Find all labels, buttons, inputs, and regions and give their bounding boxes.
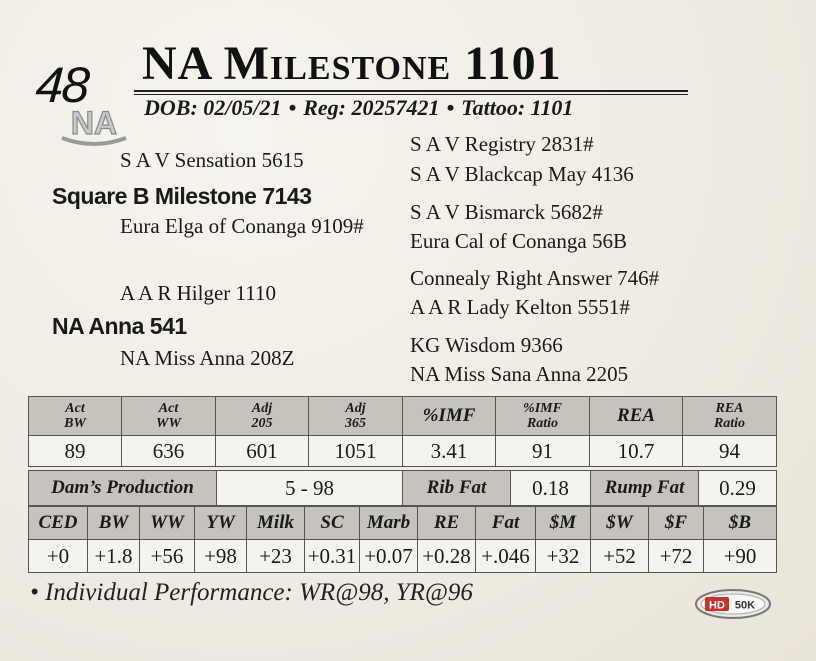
header-imf: %IMF — [403, 397, 496, 436]
pedigree-sire-sire-sire: S A V Registry 2831# — [410, 132, 594, 156]
lot-number: 48 — [34, 57, 90, 113]
tattoo: Tattoo: 1101 — [461, 95, 574, 120]
pedigree-sire-sire: S A V Sensation 5615 — [120, 148, 304, 172]
header-rea: REA — [590, 397, 683, 436]
pedigree-sire-sire-dam: S A V Blackcap May 4136 — [410, 162, 634, 186]
epd-value-dollar-m: +32 — [536, 540, 591, 573]
value-act-bw: 89 — [29, 436, 122, 467]
na-logo-text: NA — [70, 105, 118, 141]
epd-header-ww: WW — [140, 507, 195, 540]
performance-table — [28, 396, 777, 467]
epd-value-marb: +0.07 — [360, 540, 418, 573]
id-line — [144, 95, 573, 121]
epd-header-ced: CED — [29, 507, 88, 540]
header-act-ww: Act WW — [122, 397, 216, 436]
epd-value-re: +0.28 — [418, 540, 476, 573]
header-adj-365: Adj 365 — [309, 397, 403, 436]
epd-header-sc: SC — [305, 507, 360, 540]
pedigree-dam: NA Anna 541 — [52, 313, 187, 339]
pedigree-dam-dam-sire: KG Wisdom 9366 — [410, 333, 563, 357]
header-imf-ratio: %IMF Ratio — [496, 397, 590, 436]
header-rea-ratio: REA Ratio — [683, 397, 777, 436]
epd-value-yw: +98 — [195, 540, 247, 573]
value-adj-365: 1051 — [309, 436, 403, 467]
epd-header-fat: Fat — [476, 507, 536, 540]
header-act-bw: Act BW — [29, 397, 122, 436]
value-rea-ratio: 94 — [683, 436, 777, 467]
pedigree-dam-dam: NA Miss Anna 208Z — [120, 346, 295, 370]
hd-logo-left: HD — [709, 599, 725, 612]
epd-header-dollar-f: $F — [649, 507, 704, 540]
separator-dot: • — [288, 95, 297, 120]
value-rea: 10.7 — [590, 436, 683, 467]
value-adj-205: 601 — [216, 436, 309, 467]
pedigree-dam-dam-dam: NA Miss Sana Anna 2205 — [410, 362, 629, 386]
epd-header-re: RE — [418, 507, 476, 540]
epd-value-dollar-w: +52 — [591, 540, 649, 573]
epd-value-milk: +23 — [247, 540, 305, 573]
dams-production-value: 5 - 98 — [217, 471, 403, 506]
pedigree-sire-dam-dam: Eura Cal of Conanga 56B — [410, 229, 627, 253]
epd-header-bw: BW — [88, 507, 140, 540]
epd-table — [28, 506, 777, 573]
pedigree-dam-sire: A A R Hilger 1110 — [120, 281, 276, 305]
epd-header-milk: Milk — [247, 507, 305, 540]
epd-header-dollar-m: $M — [536, 507, 591, 540]
rump-fat-value: 0.29 — [699, 471, 777, 506]
epd-value-sc: +0.31 — [305, 540, 360, 573]
header-adj-205: Adj 205 — [216, 397, 309, 436]
individual-performance: • Individual Performance: WR@98, YR@96 — [30, 579, 473, 606]
value-imf: 3.41 — [403, 436, 496, 467]
title-rule — [134, 90, 688, 92]
separator-dot: • — [446, 95, 455, 120]
pedigree-sire-dam-sire: S A V Bismarck 5682# — [410, 200, 603, 224]
epd-value-bw: +1.8 — [88, 540, 140, 573]
epd-value-dollar-b: +90 — [704, 540, 777, 573]
epd-header-dollar-w: $W — [591, 507, 649, 540]
epd-header-yw: YW — [195, 507, 247, 540]
epd-header-dollar-b: $B — [704, 507, 777, 540]
epd-value-dollar-f: +72 — [649, 540, 704, 573]
rib-fat-value: 0.18 — [511, 471, 591, 506]
value-imf-ratio: 91 — [496, 436, 590, 467]
epd-value-fat: +.046 — [476, 540, 536, 573]
pedigree-sire-dam: Eura Elga of Conanga 9109# — [120, 214, 364, 238]
epd-value-ced: +0 — [29, 540, 88, 573]
rib-fat-label: Rib Fat — [403, 471, 511, 506]
pedigree-dam-sire-sire: Connealy Right Answer 746# — [410, 266, 660, 290]
dob: DOB: 02/05/21 — [144, 95, 282, 120]
dam-production-table — [28, 470, 777, 506]
animal-name: NA Milestone 1101 — [142, 37, 562, 90]
hd-logo-right: 50K — [734, 599, 756, 612]
value-act-ww: 636 — [122, 436, 216, 467]
epd-value-ww: +56 — [140, 540, 195, 573]
registration-number: Reg: 20257421 — [303, 95, 440, 120]
na-logo — [58, 104, 130, 152]
dams-production-label: Dam’s Production — [29, 471, 217, 506]
pedigree-dam-sire-dam: A A R Lady Kelton 5551# — [410, 295, 630, 319]
rump-fat-label: Rump Fat — [591, 471, 699, 506]
hd50k-logo — [694, 588, 772, 620]
pedigree-sire: Square B Milestone 7143 — [52, 183, 312, 209]
epd-header-marb: Marb — [360, 507, 418, 540]
